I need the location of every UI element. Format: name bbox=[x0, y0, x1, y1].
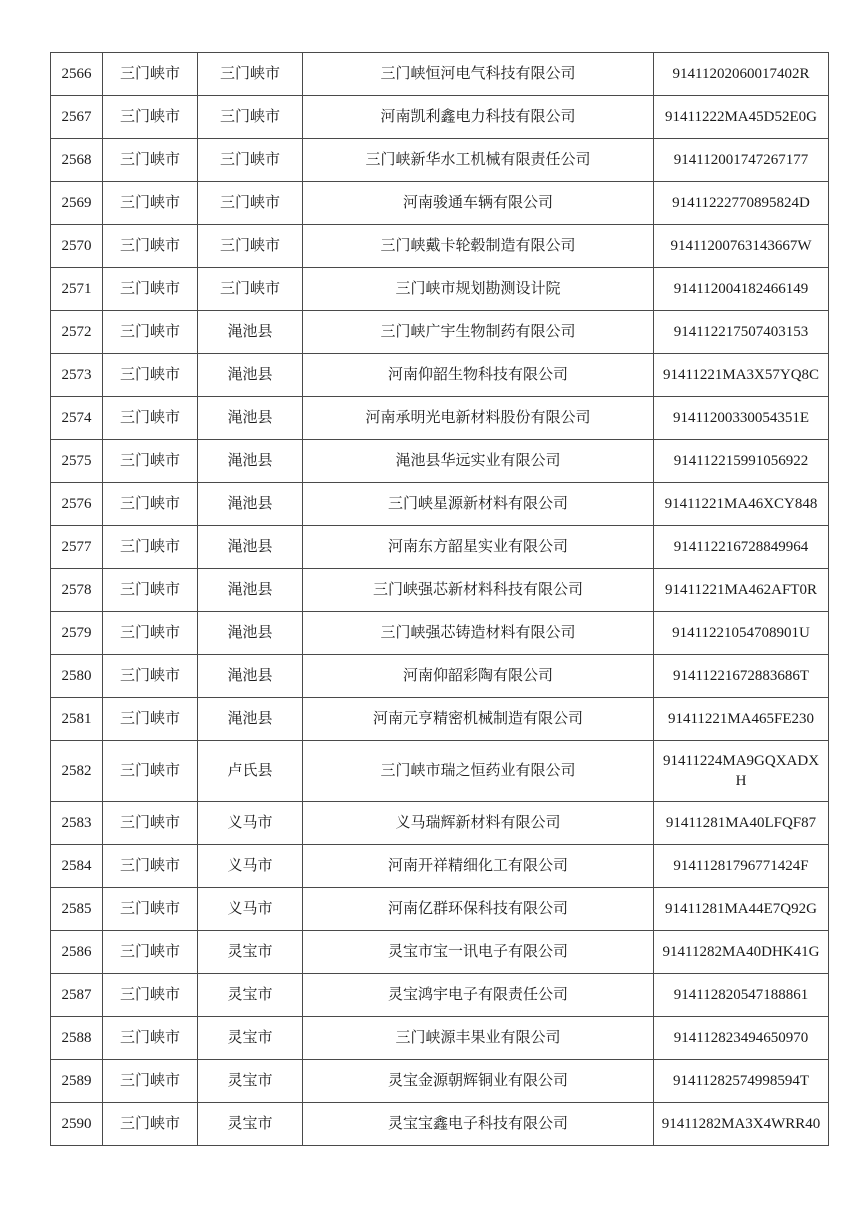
cell-city: 三门峡市 bbox=[103, 397, 198, 440]
cell-district: 三门峡市 bbox=[198, 53, 303, 96]
table-row bbox=[51, 845, 829, 888]
cell-no: 2578 bbox=[51, 569, 103, 612]
table-row bbox=[51, 931, 829, 974]
table-row bbox=[51, 397, 829, 440]
table-row bbox=[51, 888, 829, 931]
cell-code: 91411221MA46XCY848 bbox=[654, 483, 829, 526]
table-row bbox=[51, 698, 829, 741]
cell-company: 灵宝市宝一讯电子有限公司 bbox=[303, 931, 654, 974]
registry-table-body bbox=[51, 53, 829, 1146]
cell-code: 91411281MA44E7Q92G bbox=[654, 888, 829, 931]
cell-company: 三门峡市瑞之恒药业有限公司 bbox=[303, 741, 654, 802]
cell-no: 2579 bbox=[51, 612, 103, 655]
table-row bbox=[51, 182, 829, 225]
cell-city: 三门峡市 bbox=[103, 612, 198, 655]
cell-no: 2584 bbox=[51, 845, 103, 888]
cell-city: 三门峡市 bbox=[103, 845, 198, 888]
table-row bbox=[51, 974, 829, 1017]
cell-company: 河南亿群环保科技有限公司 bbox=[303, 888, 654, 931]
cell-code: 91411222MA45D52E0G bbox=[654, 96, 829, 139]
cell-code: 91411281796771424F bbox=[654, 845, 829, 888]
cell-code: 914112001747267177 bbox=[654, 139, 829, 182]
cell-district: 三门峡市 bbox=[198, 182, 303, 225]
cell-district: 义马市 bbox=[198, 802, 303, 845]
cell-city: 三门峡市 bbox=[103, 888, 198, 931]
cell-company: 三门峡戴卡轮毂制造有限公司 bbox=[303, 225, 654, 268]
cell-code: 91411281MA40LFQF87 bbox=[654, 802, 829, 845]
cell-no: 2571 bbox=[51, 268, 103, 311]
cell-code: 91411221MA3X57YQ8C bbox=[654, 354, 829, 397]
cell-no: 2569 bbox=[51, 182, 103, 225]
cell-company: 灵宝宝鑫电子科技有限公司 bbox=[303, 1103, 654, 1146]
cell-code: 91411282MA3X4WRR40 bbox=[654, 1103, 829, 1146]
table-row bbox=[51, 96, 829, 139]
cell-district: 三门峡市 bbox=[198, 268, 303, 311]
cell-district: 灵宝市 bbox=[198, 1060, 303, 1103]
cell-city: 三门峡市 bbox=[103, 182, 198, 225]
cell-no: 2568 bbox=[51, 139, 103, 182]
cell-district: 渑池县 bbox=[198, 612, 303, 655]
cell-no: 2566 bbox=[51, 53, 103, 96]
cell-no: 2585 bbox=[51, 888, 103, 931]
cell-city: 三门峡市 bbox=[103, 569, 198, 612]
cell-no: 2581 bbox=[51, 698, 103, 741]
cell-company: 河南仰韶生物科技有限公司 bbox=[303, 354, 654, 397]
table-row bbox=[51, 53, 829, 96]
cell-city: 三门峡市 bbox=[103, 311, 198, 354]
cell-city: 三门峡市 bbox=[103, 802, 198, 845]
cell-code: 914112004182466149 bbox=[654, 268, 829, 311]
table-row bbox=[51, 354, 829, 397]
cell-company: 三门峡源丰果业有限公司 bbox=[303, 1017, 654, 1060]
cell-district: 灵宝市 bbox=[198, 931, 303, 974]
cell-code: 914112216728849964 bbox=[654, 526, 829, 569]
cell-code: 91411222770895824D bbox=[654, 182, 829, 225]
cell-district: 三门峡市 bbox=[198, 225, 303, 268]
cell-no: 2589 bbox=[51, 1060, 103, 1103]
table-row bbox=[51, 1103, 829, 1146]
cell-company: 灵宝鸿宇电子有限责任公司 bbox=[303, 974, 654, 1017]
cell-no: 2588 bbox=[51, 1017, 103, 1060]
cell-company: 三门峡星源新材料有限公司 bbox=[303, 483, 654, 526]
cell-company: 河南凯利鑫电力科技有限公司 bbox=[303, 96, 654, 139]
table-row bbox=[51, 225, 829, 268]
cell-city: 三门峡市 bbox=[103, 931, 198, 974]
cell-company: 河南承明光电新材料股份有限公司 bbox=[303, 397, 654, 440]
cell-no: 2575 bbox=[51, 440, 103, 483]
cell-company: 渑池县华远实业有限公司 bbox=[303, 440, 654, 483]
cell-code: 91411200763143667W bbox=[654, 225, 829, 268]
cell-code: 914112823494650970 bbox=[654, 1017, 829, 1060]
cell-no: 2570 bbox=[51, 225, 103, 268]
cell-district: 三门峡市 bbox=[198, 96, 303, 139]
cell-company: 义马瑞辉新材料有限公司 bbox=[303, 802, 654, 845]
cell-city: 三门峡市 bbox=[103, 741, 198, 802]
cell-no: 2567 bbox=[51, 96, 103, 139]
cell-no: 2582 bbox=[51, 741, 103, 802]
cell-code: 91411282574998594T bbox=[654, 1060, 829, 1103]
cell-no: 2577 bbox=[51, 526, 103, 569]
cell-city: 三门峡市 bbox=[103, 139, 198, 182]
cell-no: 2586 bbox=[51, 931, 103, 974]
cell-city: 三门峡市 bbox=[103, 974, 198, 1017]
cell-district: 渑池县 bbox=[198, 698, 303, 741]
cell-company: 三门峡强芯铸造材料有限公司 bbox=[303, 612, 654, 655]
cell-no: 2573 bbox=[51, 354, 103, 397]
cell-city: 三门峡市 bbox=[103, 268, 198, 311]
cell-district: 渑池县 bbox=[198, 526, 303, 569]
cell-company: 河南东方韶星实业有限公司 bbox=[303, 526, 654, 569]
cell-no: 2590 bbox=[51, 1103, 103, 1146]
cell-city: 三门峡市 bbox=[103, 53, 198, 96]
cell-code: 91411221MA465FE230 bbox=[654, 698, 829, 741]
cell-company: 三门峡新华水工机械有限责任公司 bbox=[303, 139, 654, 182]
cell-district: 渑池县 bbox=[198, 440, 303, 483]
table-row bbox=[51, 1017, 829, 1060]
table-row bbox=[51, 526, 829, 569]
cell-district: 渑池县 bbox=[198, 354, 303, 397]
cell-city: 三门峡市 bbox=[103, 483, 198, 526]
cell-district: 渑池县 bbox=[198, 569, 303, 612]
table-row bbox=[51, 612, 829, 655]
cell-company: 灵宝金源朝辉铜业有限公司 bbox=[303, 1060, 654, 1103]
table-row bbox=[51, 655, 829, 698]
cell-district: 灵宝市 bbox=[198, 974, 303, 1017]
table-row bbox=[51, 139, 829, 182]
cell-district: 灵宝市 bbox=[198, 1103, 303, 1146]
company-registry-table bbox=[50, 52, 829, 1146]
cell-district: 灵宝市 bbox=[198, 1017, 303, 1060]
cell-code: 91411224MA9GQXADXH bbox=[654, 741, 829, 802]
table-row bbox=[51, 268, 829, 311]
cell-city: 三门峡市 bbox=[103, 655, 198, 698]
cell-city: 三门峡市 bbox=[103, 1017, 198, 1060]
cell-city: 三门峡市 bbox=[103, 1060, 198, 1103]
cell-city: 三门峡市 bbox=[103, 354, 198, 397]
cell-code: 91411221054708901U bbox=[654, 612, 829, 655]
cell-city: 三门峡市 bbox=[103, 526, 198, 569]
cell-company: 三门峡强芯新材料科技有限公司 bbox=[303, 569, 654, 612]
cell-district: 义马市 bbox=[198, 888, 303, 931]
table-row bbox=[51, 1060, 829, 1103]
cell-district: 三门峡市 bbox=[198, 139, 303, 182]
table-row bbox=[51, 802, 829, 845]
cell-city: 三门峡市 bbox=[103, 225, 198, 268]
cell-city: 三门峡市 bbox=[103, 96, 198, 139]
cell-no: 2587 bbox=[51, 974, 103, 1017]
cell-no: 2576 bbox=[51, 483, 103, 526]
cell-district: 渑池县 bbox=[198, 483, 303, 526]
cell-no: 2583 bbox=[51, 802, 103, 845]
cell-code: 914112217507403153 bbox=[654, 311, 829, 354]
table-row bbox=[51, 483, 829, 526]
cell-city: 三门峡市 bbox=[103, 698, 198, 741]
table-row bbox=[51, 440, 829, 483]
cell-code: 91411202060017402R bbox=[654, 53, 829, 96]
cell-no: 2580 bbox=[51, 655, 103, 698]
cell-company: 三门峡广宇生物制药有限公司 bbox=[303, 311, 654, 354]
cell-company: 河南仰韶彩陶有限公司 bbox=[303, 655, 654, 698]
cell-district: 渑池县 bbox=[198, 655, 303, 698]
cell-district: 渑池县 bbox=[198, 311, 303, 354]
cell-code: 914112820547188861 bbox=[654, 974, 829, 1017]
cell-district: 渑池县 bbox=[198, 397, 303, 440]
table-row bbox=[51, 741, 829, 802]
cell-company: 河南元亨精密机械制造有限公司 bbox=[303, 698, 654, 741]
cell-code: 91411221MA462AFT0R bbox=[654, 569, 829, 612]
cell-district: 卢氏县 bbox=[198, 741, 303, 802]
cell-company: 河南开祥精细化工有限公司 bbox=[303, 845, 654, 888]
cell-city: 三门峡市 bbox=[103, 1103, 198, 1146]
cell-no: 2572 bbox=[51, 311, 103, 354]
cell-company: 三门峡市规划勘测设计院 bbox=[303, 268, 654, 311]
table-row bbox=[51, 311, 829, 354]
cell-district: 义马市 bbox=[198, 845, 303, 888]
table-row bbox=[51, 569, 829, 612]
cell-code: 914112215991056922 bbox=[654, 440, 829, 483]
cell-code: 91411200330054351E bbox=[654, 397, 829, 440]
cell-code: 91411282MA40DHK41G bbox=[654, 931, 829, 974]
cell-city: 三门峡市 bbox=[103, 440, 198, 483]
cell-no: 2574 bbox=[51, 397, 103, 440]
cell-company: 三门峡恒河电气科技有限公司 bbox=[303, 53, 654, 96]
cell-code: 91411221672883686T bbox=[654, 655, 829, 698]
cell-company: 河南骏通车辆有限公司 bbox=[303, 182, 654, 225]
